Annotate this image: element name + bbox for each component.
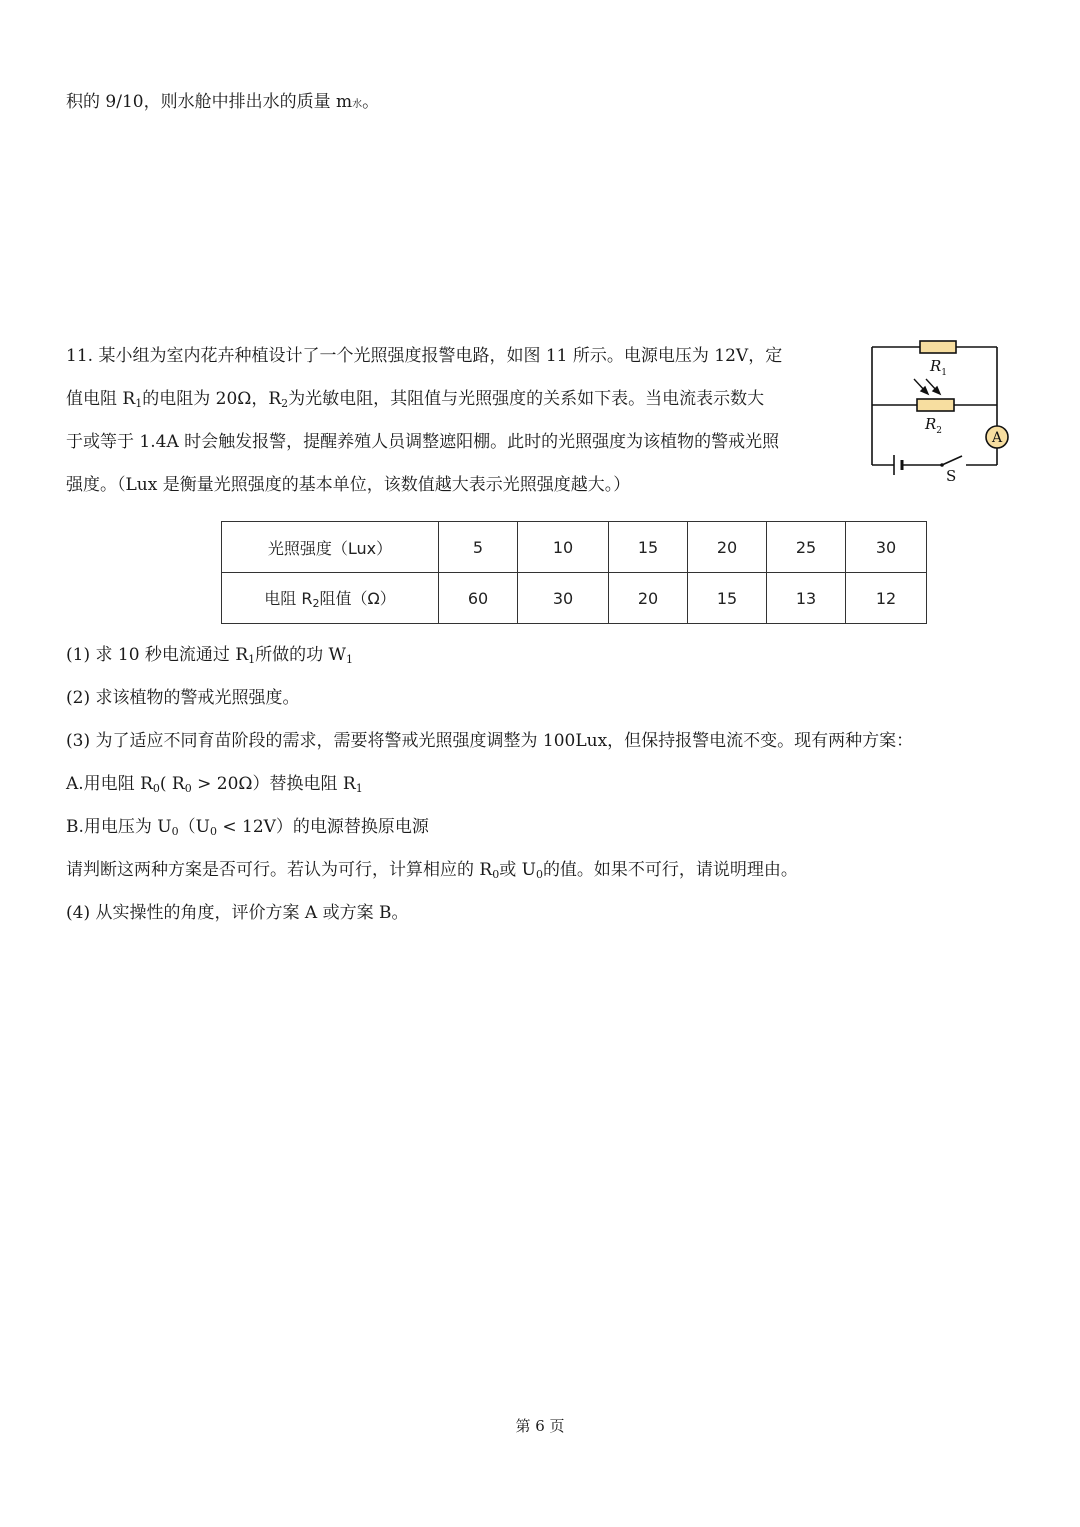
judge-instruction <box>66 858 798 887</box>
option-text: < 12V）的电源替换原电源 <box>216 817 429 837</box>
page-number: 第 6 页 <box>515 1417 565 1435</box>
q11-line-2 <box>66 387 764 416</box>
subscript: 1 <box>346 653 354 666</box>
q11-line-1: 11. 某小组为室内花卉种植设计了一个光照强度报警电路，如图 11 所示。电源电压为 12V，定 <box>66 346 783 366</box>
part-3: (3) 为了适应不同育苗阶段的需求，需要将警戒光照强度调整为 100Lux，但保持报警电流不变。现有两种方案： <box>66 731 914 751</box>
table-cell: 10 <box>518 522 609 573</box>
prev-question-tail <box>66 90 379 117</box>
table-cell: 12 <box>846 573 927 624</box>
option-text: ( R <box>159 774 185 794</box>
r2-label-sub: 2 <box>936 426 943 436</box>
part-1 <box>66 643 353 672</box>
judge-text: 请判断这两种方案是否可行。若认为可行，计算相应的 R <box>66 860 493 880</box>
circuit-diagram <box>862 335 1022 495</box>
ammeter-label: A <box>991 430 1003 446</box>
r2-subscript: 2 <box>281 397 289 410</box>
option-text: B.用电压为 U <box>66 817 172 837</box>
q11-text: 值电阻 R <box>66 389 136 409</box>
option-b <box>66 815 429 844</box>
subscript: 1 <box>248 653 256 666</box>
table-cell: 20 <box>688 522 767 573</box>
row-header-resistance <box>222 573 439 624</box>
judge-text: 的值。如果不可行，请说明理由。 <box>542 860 798 880</box>
table-row <box>222 522 927 573</box>
subscript: 0 <box>152 782 160 795</box>
photoresistor-r2 <box>917 399 954 411</box>
table-cell: 15 <box>688 573 767 624</box>
table-cell: 30 <box>846 522 927 573</box>
subscript: 0 <box>209 825 217 838</box>
table-cell: 25 <box>767 522 846 573</box>
table-cell: 30 <box>518 573 609 624</box>
light-resistance-table <box>221 521 927 624</box>
table-cell: 5 <box>439 522 518 573</box>
subscript: 1 <box>355 782 363 795</box>
water-subscript: 水 <box>352 99 363 110</box>
r1-letter: R <box>930 357 942 375</box>
part-2: (2) 求该植物的警戒光照强度。 <box>66 688 300 708</box>
q11-line-4: 强度。（Lux 是衡量光照强度的基本单位，该数值越大表示光照强度越大。） <box>66 475 631 495</box>
part-text: 所做的功 W <box>255 645 347 665</box>
table-cell: 20 <box>609 573 688 624</box>
table-cell: 60 <box>439 573 518 624</box>
table-row <box>222 573 927 624</box>
r2-label <box>924 415 942 436</box>
r1-subscript: 1 <box>135 397 143 410</box>
prev-text: 积的 9/10，则水舱中排出水的质量 m <box>66 92 353 112</box>
r2-subscript: 2 <box>312 597 320 610</box>
header-text: 电阻 R <box>264 589 313 608</box>
subscript: 0 <box>184 782 192 795</box>
subscript: 0 <box>492 868 500 881</box>
part-4: (4) 从实操性的角度，评价方案 A 或方案 B。 <box>66 903 409 923</box>
option-text: > 20Ω）替换电阻 R <box>191 774 356 794</box>
r1-label <box>929 357 947 378</box>
q11-line-3: 于或等于 1.4A 时会触发报警，提醒养殖人员调整遮阳棚。此时的光照强度为该植物的警戒光照 <box>66 432 780 452</box>
table-cell: 13 <box>767 573 846 624</box>
switch-label: S <box>946 467 957 485</box>
subscript: 0 <box>535 868 543 881</box>
table-cell: 15 <box>609 522 688 573</box>
switch-blade <box>942 456 962 465</box>
prev-text-end: 。 <box>362 92 380 112</box>
q11-text: 的电阻为 20Ω，R <box>142 389 282 409</box>
r1-label-sub: 1 <box>941 368 948 378</box>
judge-text: 或 U <box>499 860 536 880</box>
subscript: 0 <box>171 825 179 838</box>
switch-pivot <box>940 463 944 467</box>
r2-letter: R <box>925 415 937 433</box>
resistor-r1 <box>920 341 956 353</box>
q11-text: 为光敏电阻，其阻值与光照强度的关系如下表。当电流表示数大 <box>288 389 765 409</box>
part-text: (1) 求 10 秒电流通过 R <box>66 645 249 665</box>
option-a <box>66 772 363 801</box>
header-text: 阻值（Ω） <box>319 589 396 608</box>
option-text: A.用电阻 R <box>66 774 153 794</box>
row-header-lux: 光照强度（Lux） <box>222 522 439 573</box>
option-text: （U <box>178 817 210 837</box>
